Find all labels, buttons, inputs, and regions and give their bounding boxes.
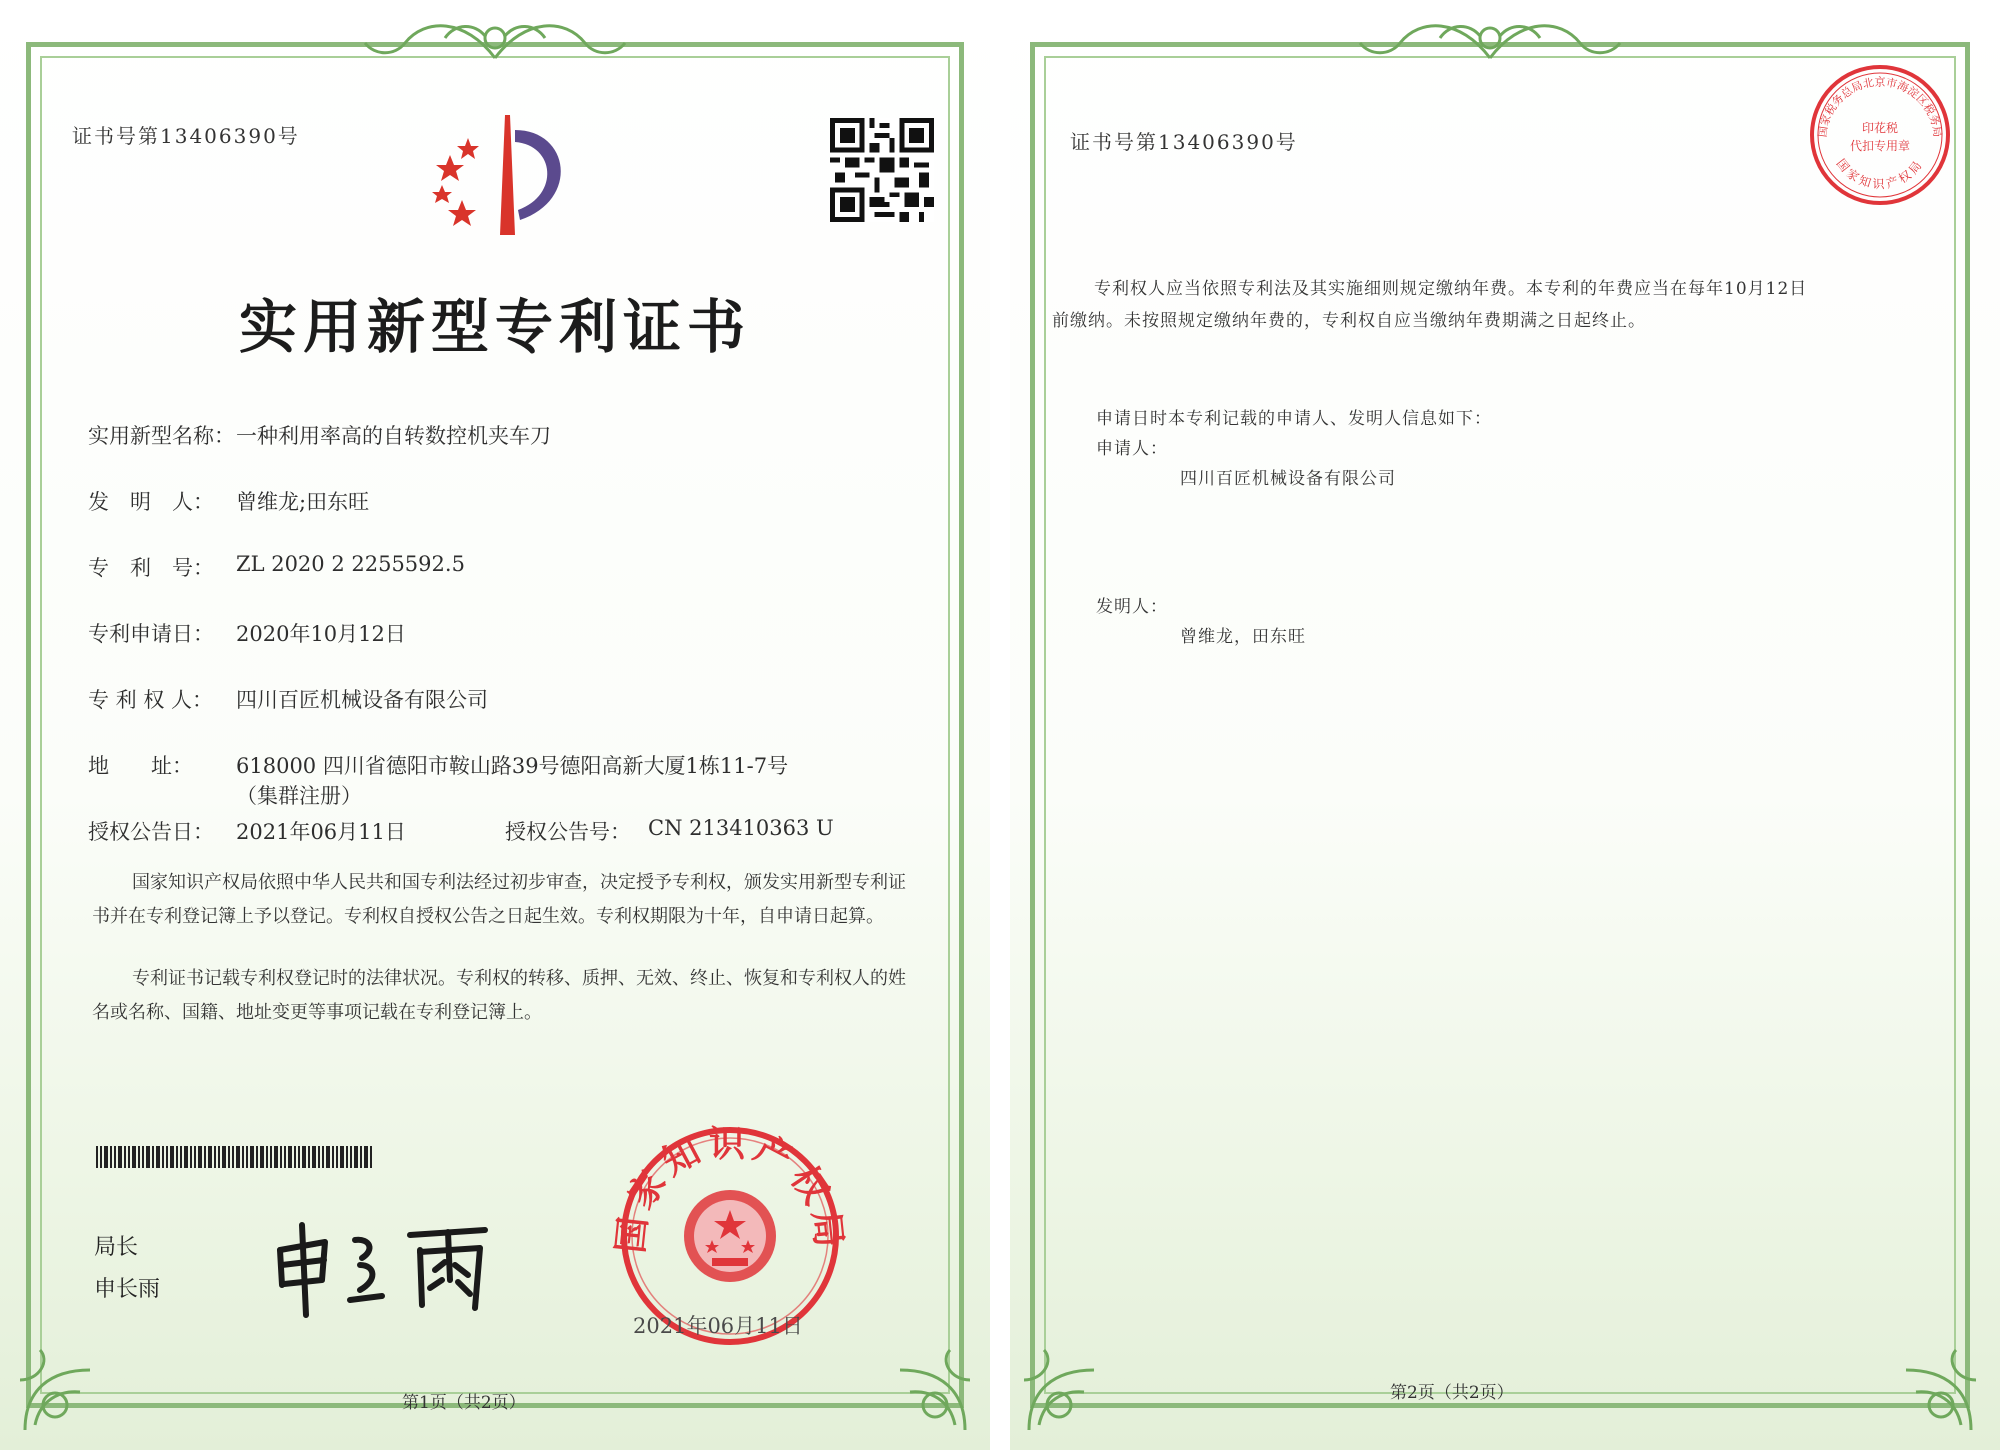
field-label-patent-number: 专 利 号： — [88, 556, 214, 580]
inventor-label: 发明人： — [1096, 597, 1168, 617]
director-name: 申长雨 — [94, 1277, 161, 1302]
corner-ornament-icon — [1014, 1340, 1124, 1440]
corner-ornament-icon — [10, 1340, 120, 1440]
info-intro: 申请日时本专利记载的申请人、发明人信息如下： — [1096, 409, 1492, 429]
top-ornament-icon — [1340, 8, 1640, 68]
certificate-number: 证书号第13406390号 — [72, 124, 300, 148]
field-value-patentee: 四川百匠机械设备有限公司 — [236, 688, 488, 712]
fee-notice-line-2: 前缴纳。未按照规定缴纳年费的，专利权自应当缴纳年费期满之日起终止。 — [1052, 311, 1646, 331]
fee-notice-line-1: 专利权人应当依照专利法及其实施细则规定缴纳年费。本专利的年费应当在每年10月12日 — [1094, 279, 1808, 299]
field-label-filing-date: 专利申请日： — [88, 622, 214, 646]
page-number: 第2页（共2页） — [1390, 1383, 1514, 1403]
field-value-filing-date: 2020年10月12日 — [236, 622, 406, 646]
grant-paragraph-1: 国家知识产权局依照中华人民共和国专利法经过初步审查，决定授予专利权，颁发实用新型专利证书并在专利登记簿上予以登记。专利权自授权公告之日起生效。专利权期限为十年，自申请日起算。 — [92, 872, 906, 927]
applicant-value: 四川百匠机械设备有限公司 — [1180, 469, 1396, 489]
certificate-number: 证书号第13406390号 — [1070, 130, 1298, 154]
field-value-patent-number: ZL 2020 2 2255592.5 — [236, 552, 465, 576]
field-label-address: 地 址： — [88, 754, 193, 778]
page-border-inner — [1044, 56, 1956, 1394]
field-value-name: 一种利用率高的自转数控机夹车刀 — [236, 424, 551, 448]
grant-date-value: 2021年06月11日 — [236, 820, 406, 844]
cnipa-logo-icon — [420, 110, 590, 240]
tax-stamp-bottom-text: 国家知识产权局 — [1833, 156, 1927, 192]
applicant-label: 申请人： — [1096, 439, 1168, 459]
corner-ornament-icon — [870, 1340, 980, 1440]
field-value-inventor: 曾维龙;田东旺 — [236, 490, 370, 514]
corner-ornament-icon — [1876, 1340, 1986, 1440]
grant-number-value: CN 213410363 U — [648, 816, 834, 840]
grant-paragraph-2: 专利证书记载专利权登记时的法律状况。专利权的转移、质押、无效、终止、恢复和专利权人的姓名或名称、国籍、地址变更等事项记载在专利登记簿上。 — [92, 968, 906, 1023]
field-address-note: （集群注册） — [236, 784, 362, 808]
certificate-title: 实用新型专利证书 — [238, 293, 751, 361]
certificate-page-2 — [1010, 0, 2000, 1450]
field-label-name: 实用新型名称： — [88, 424, 235, 448]
barcode-icon — [96, 1146, 372, 1168]
tax-stamp-center-2: 代扣专用章 — [1849, 139, 1911, 153]
field-label-inventor: 发 明 人： — [88, 490, 214, 514]
field-value-address: 618000 四川省德阳市鞍山路39号德阳高新大厦1栋11-7号 — [236, 754, 789, 778]
grant-number-label: 授权公告号： — [505, 820, 631, 844]
tax-stamp-ring-text: 国家税务总局北京市海淀区税务局 — [1815, 75, 1945, 138]
top-ornament-icon — [345, 8, 645, 68]
director-title: 局长 — [94, 1235, 139, 1260]
tax-stamp-icon — [1805, 60, 1955, 210]
certificate-page-1 — [0, 0, 990, 1450]
director-signature — [270, 1210, 510, 1320]
tax-stamp-center-1: 印花税 — [1861, 121, 1899, 135]
qr-code-icon — [830, 118, 934, 222]
grant-date-label: 授权公告日： — [88, 820, 214, 844]
page-number: 第1页（共2页） — [402, 1393, 526, 1413]
seal-date: 2021年06月11日 — [633, 1314, 803, 1338]
field-label-patentee: 专 利 权 人： — [88, 688, 214, 712]
svg-text:国家知识产权局 — [1834, 156, 1927, 191]
seal-text: 国家知识产权局 — [609, 1123, 851, 1255]
inventor-value: 曾维龙，田东旺 — [1180, 627, 1306, 647]
